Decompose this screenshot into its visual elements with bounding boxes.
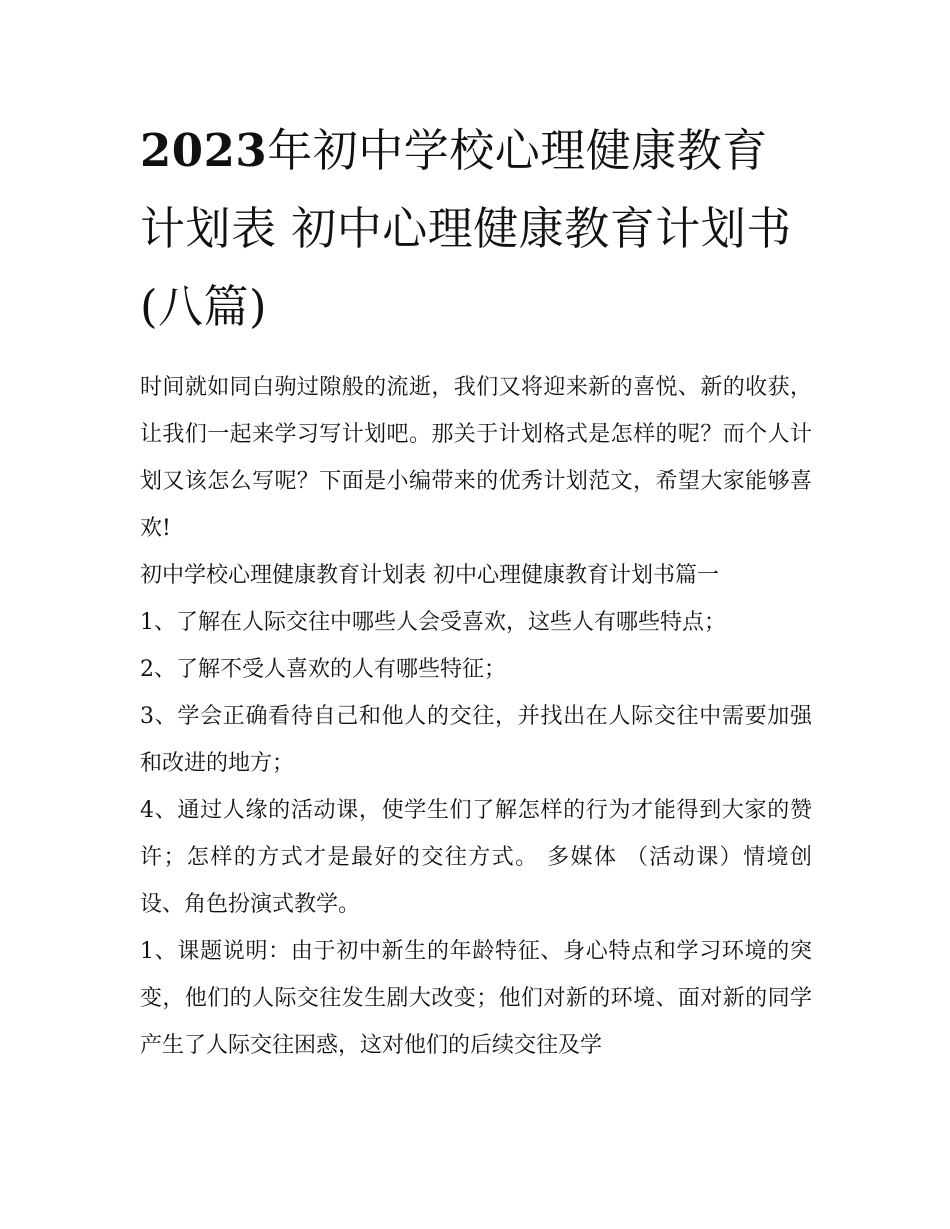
list-item: 1、了解在人际交往中哪些人会受喜欢，这些人有哪些特点； [140, 610, 726, 635]
intro-paragraph: 时间就如同白驹过隙般的流逝，我们又将迎来新的喜悦、新的收获，让我们一起来学习写计划吧。那关于计划格式是怎样的呢？而个人计划又该怎么写呢？下面是小编带来的优秀计划范文，希望大家能够喜欢! [140, 375, 812, 541]
list-item: 2、了解不受人喜欢的人有哪些特征； [140, 657, 506, 682]
document-page [140, 112, 812, 1069]
document-title [140, 112, 812, 346]
section-heading: 初中学校心理健康教育计划表 初中心理健康教育计划书篇一 [140, 563, 719, 588]
list-item: 4、通过人缘的活动课，使学生们了解怎样的行为才能得到大家的赞许；怎样的方式才是最好的交往方式。 多媒体 （活动课）情境创设、角色扮演式教学。 [140, 798, 812, 917]
title-year: 2023 [140, 124, 268, 177]
title-text: 年初中学校心理健康教育计划表 初中心理健康教育计划书(八篇) [140, 124, 792, 333]
list-item: 3、学会正确看待自己和他人的交往，并找出在人际交往中需要加强和改进的地方； [140, 704, 812, 776]
list-item: 1、课题说明：由于初中新生的年龄特征、身心特点和学习环境的突变，他们的人际交往发生剧大改变；他们对新的环境、面对新的同学产生了人际交往困惑，这对他们的后续交往及学 [140, 939, 812, 1058]
